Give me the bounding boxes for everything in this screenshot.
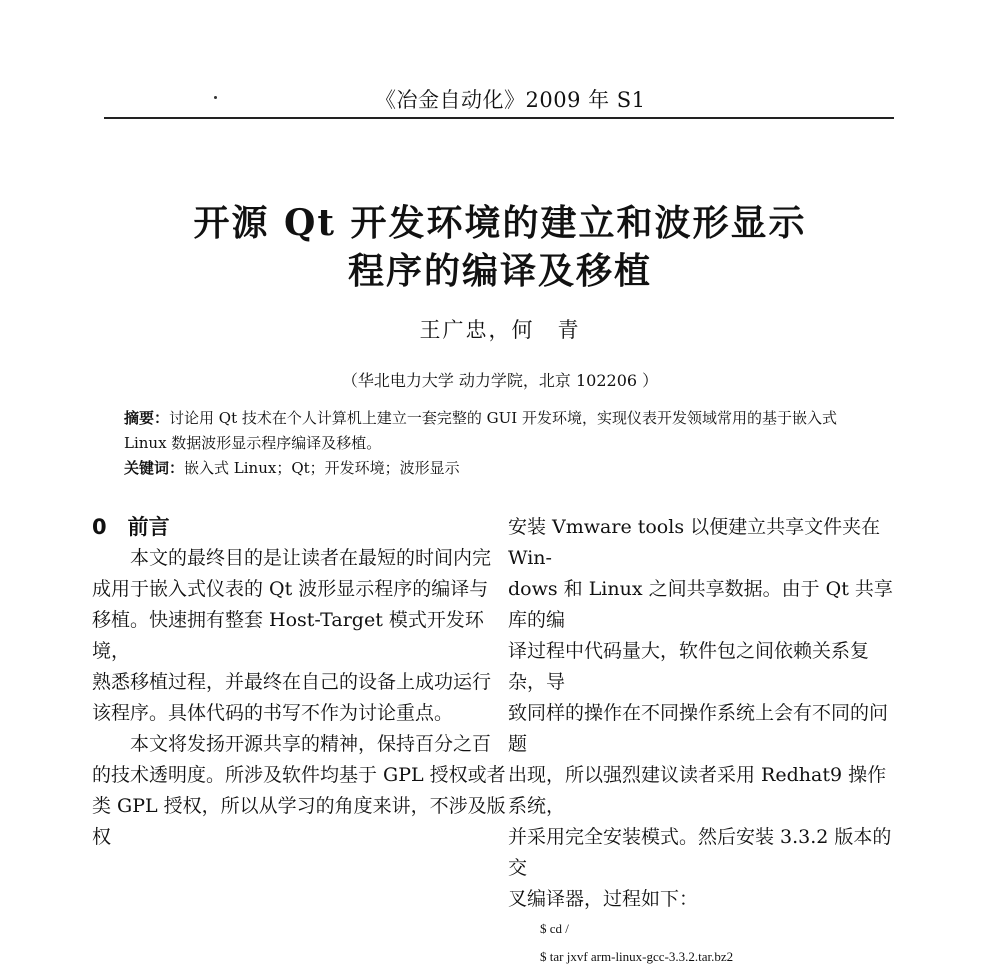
paragraph-line: 本文将发扬开源共享的精神，保持百分之百: [130, 733, 492, 755]
keywords-text: 嵌入式 Linux；Qt；开发环境；波形显示: [184, 459, 460, 477]
abstract-line-2: Linux 数据波形显示程序编译及移植。: [124, 434, 382, 452]
paragraph-line: dows 和 Linux 之间共享数据。由于 Qt 共享库的编: [508, 578, 893, 631]
paragraph-line: 本文的最终目的是让读者在最短的时间内完: [130, 547, 492, 569]
keywords-label: 关键词：: [124, 459, 185, 477]
paper-title-line-1: 开源 Qt 开发环境的建立和波形显示: [193, 202, 807, 244]
keywords-line: [124, 457, 460, 478]
right-column: [508, 512, 903, 971]
section-heading: 0 前言: [92, 515, 170, 539]
code-line: $ cd /: [540, 921, 569, 936]
abstract-label: 摘要：: [124, 409, 170, 427]
paragraph-line: 安装 Vmware tools 以便建立共享文件夹在 Win-: [508, 516, 881, 569]
header-rule: [104, 117, 894, 119]
paragraph-line: 译过程中代码量大，软件包之间依赖关系复杂，导: [508, 640, 870, 693]
paper-title-line-2: 程序的编译及移植: [347, 250, 652, 292]
paragraph-line: 的技术透明度。所涉及软件均基于 GPL 授权或者: [92, 764, 506, 786]
code-line: $ tar jxvf arm-linux-gcc-3.3.2.tar.bz2: [540, 949, 734, 964]
paragraph-line: 该程序。具体代码的书写不作为讨论重点。: [92, 702, 454, 724]
affiliation: （华北电力大学 动力学院，北京 102206 ）: [341, 371, 659, 390]
paragraph-line: 移植。快速拥有整套 Host-Target 模式开发环境，: [92, 609, 484, 662]
left-column: [92, 512, 512, 853]
author-list: 王广忠，何 青: [419, 318, 581, 342]
paragraph-line: 致同样的操作在不同操作系统上会有不同的问题: [508, 702, 889, 755]
paragraph-line: 叉编译器，过程如下：: [508, 888, 699, 910]
journal-header: 《冶金自动化》2009 年 S1: [375, 88, 646, 112]
scan-speck: [214, 96, 217, 99]
paragraph-line: 熟悉移植过程，并最终在自己的设备上成功运行: [92, 671, 492, 693]
abstract-line-1: [124, 407, 837, 428]
paragraph-line: 成用于嵌入式仪表的 Qt 波形显示程序的编译与: [92, 578, 489, 600]
paragraph-line: 类 GPL 授权，所以从学习的角度来讲，不涉及版权: [92, 795, 506, 848]
paragraph-line: 出现，所以强烈建议读者采用 Redhat9 操作系统，: [508, 764, 887, 817]
abstract-text-1: 讨论用 Qt 技术在个人计算机上建立一套完整的 GUI 开发环境，实现仪表开发领域常用的基于嵌入式: [169, 409, 837, 427]
paragraph-line: 并采用完全安装模式。然后安装 3.3.2 版本的交: [508, 826, 892, 879]
